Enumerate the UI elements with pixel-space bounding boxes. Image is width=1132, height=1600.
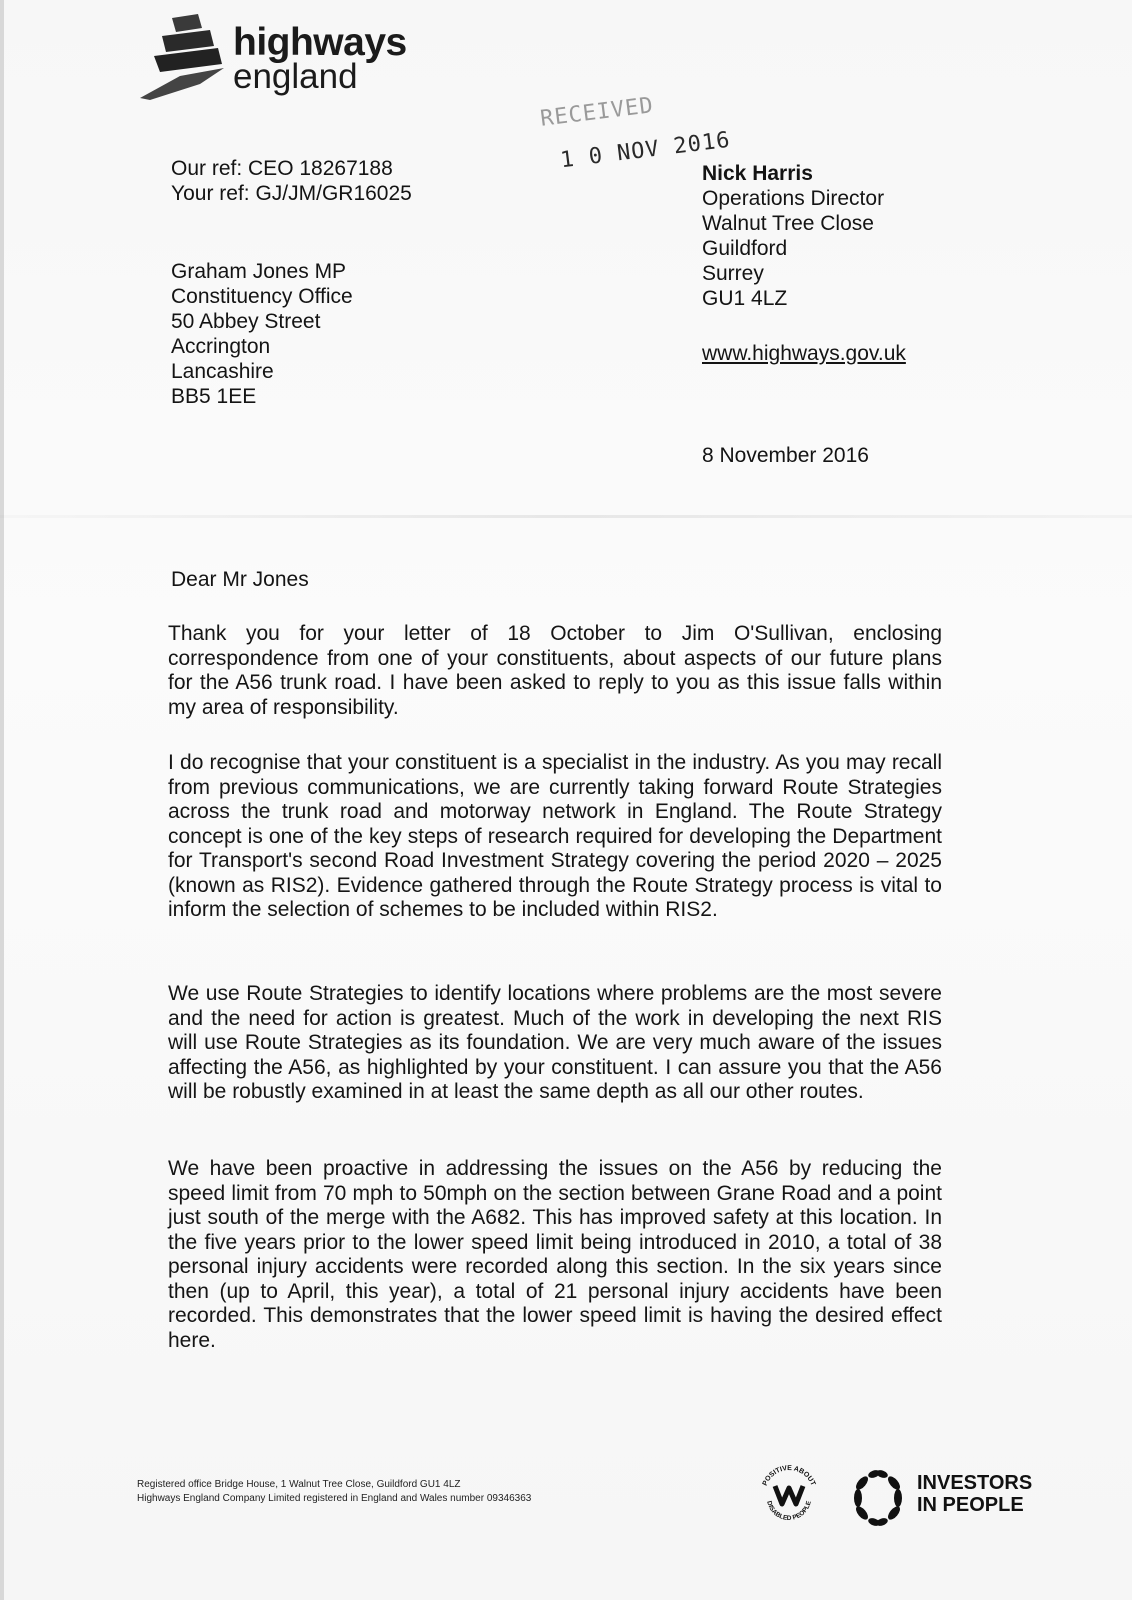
recipient-line: Constituency Office (171, 285, 353, 308)
recipient-line: Graham Jones MP (171, 260, 347, 283)
logo-word-england: england (233, 57, 358, 96)
investors-in-people-laurel-icon (846, 1466, 910, 1530)
scan-edge (0, 0, 4, 1600)
body-paragraph: We have been proactive in addressing the issues on the A56 by reducing the speed limit from 70 mph to 50mph on the section between Grane Road and a point just south of the merge with the A682. This has improved safety at this location. In the five years prior to the lower speed limit being introduced in 2010, a total of 38 personal injury accidents were recorded along this section. In the six years since then (up to April, this year), a total of 21 personal injury accidents have been recorded. This demonstrates that the lower speed limit is having the desired effect here. (168, 1157, 942, 1352)
highways-logo-mark-icon (140, 14, 235, 102)
body-paragraph: We use Route Strategies to identify locations where problems are the most severe and the need for action is greatest. Much of the work in developing the next RIS will use Route Strategies as its foundation. We are very much aware of the issues affecting the A56, as highlighted by your constituent. I can assure you that the A56 will be robustly examined in at least the same depth as all our other routes. (168, 982, 942, 1103)
body-paragraph: I do recognise that your constituent is a specialist in the industry. As you may recall from previous communications, we are currently taking forward Route Strategies across the trunk road and motorway network in England. The Route Strategy concept is one of the key steps of research required for developing the Department for Transport's second Road Investment Strategy covering the period 2020 – 2025 (known as RIS2). Evidence gathered through the Route Strategy process is vital to inform the selection of schemes to be included within RIS2. (168, 751, 942, 921)
sender-address (702, 161, 884, 311)
svg-text:POSITIVE ABOUT (762, 1465, 817, 1488)
paper-fold-line (0, 515, 1132, 518)
iip-line: IN PEOPLE (917, 1494, 1024, 1516)
registered-office-footer (137, 1478, 531, 1506)
svg-text:DISABLED PEOPLE (765, 1500, 813, 1522)
iip-line: INVESTORS (917, 1472, 1033, 1494)
recipient-address (171, 259, 353, 409)
salutation: Dear Mr Jones (171, 568, 309, 591)
sender-line: Operations Director (702, 187, 885, 210)
references (171, 156, 412, 206)
sender-line: Guildford (702, 237, 788, 260)
sender-line: Surrey (702, 262, 764, 285)
your-ref: Your ref: GJ/JM/GR16025 (171, 182, 412, 205)
badge-bottom-text: DISABLED PEOPLE (765, 1500, 813, 1523)
sender-line: Walnut Tree Close (702, 212, 874, 235)
recipient-line: Lancashire (171, 360, 274, 383)
recipient-line: BB5 1EE (171, 385, 257, 408)
positive-about-disabled-people-badge (755, 1458, 823, 1526)
tick-icon (775, 1486, 803, 1504)
footer-line: Registered office Bridge House, 1 Walnut Tree Close, Guildford GU1 4LZ (137, 1479, 461, 1490)
our-ref: Our ref: CEO 18267188 (171, 157, 393, 180)
recipient-line: Accrington (171, 335, 271, 358)
highways-england-logo (140, 14, 440, 104)
recipient-line: 50 Abbey Street (171, 310, 321, 333)
body-paragraph: Thank you for your letter of 18 October to Jim O'Sullivan, enclosing correspondence from one of your constituents, about aspects of our future plans for the A56 trunk road. I have been asked to reply to you as this issue falls within my area of responsibility. (168, 622, 942, 719)
logo-word-highways: highways (233, 21, 407, 64)
sender-line: GU1 4LZ (702, 287, 788, 310)
letter-date: 8 November 2016 (702, 444, 869, 467)
footer-line: Highways England Company Limited registered in England and Wales number 09346363 (137, 1493, 532, 1504)
received-stamp: RECEIVED (538, 93, 656, 132)
sender-name: Nick Harris (702, 162, 813, 185)
received-stamp-date: 1 0 NOV 2016 (559, 127, 732, 174)
website-link[interactable]: www.highways.gov.uk (702, 342, 906, 365)
badge-top-text: POSITIVE ABOUT (761, 1464, 817, 1487)
investors-in-people-text (917, 1472, 1032, 1516)
